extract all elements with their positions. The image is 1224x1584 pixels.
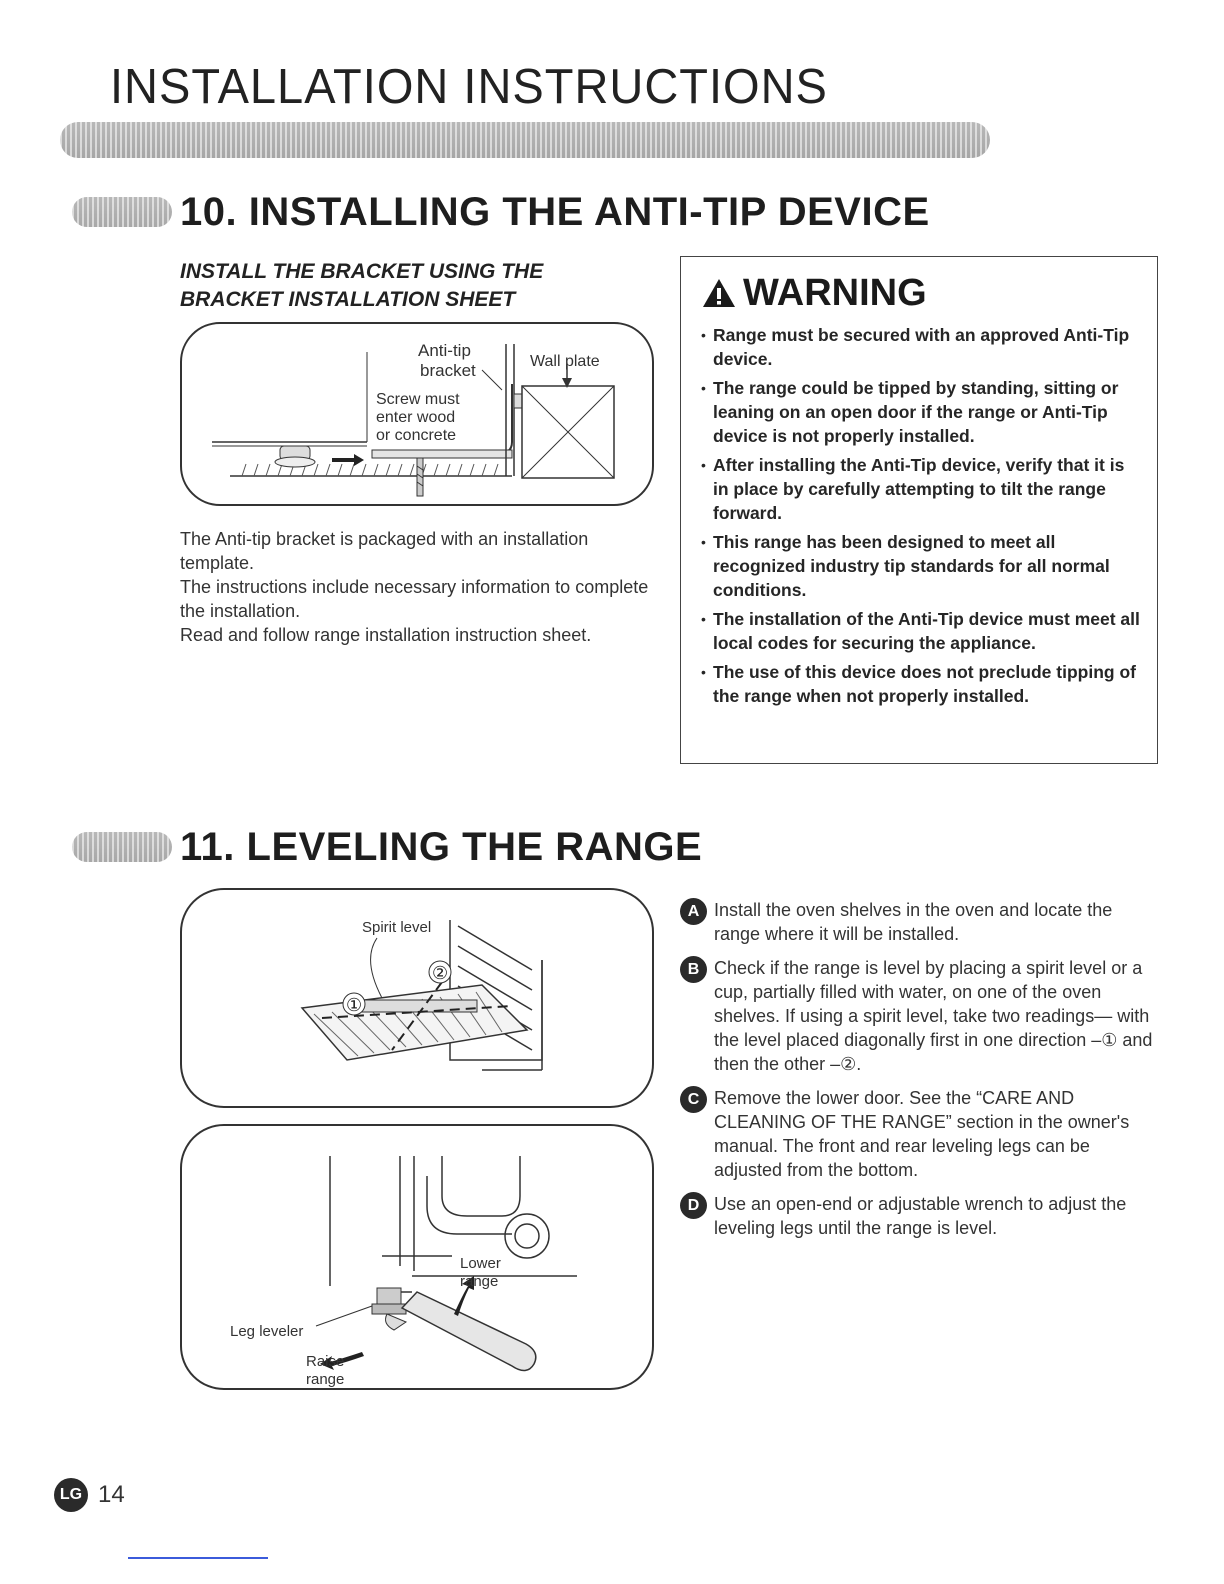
section-10-subheading: INSTALL THE BRACKET USING THE BRACKET INSTALLATION SHEET xyxy=(180,260,544,311)
label-anti-tip-2: bracket xyxy=(420,361,476,380)
label-wall-plate: Wall plate xyxy=(530,353,600,370)
page-number: 14 xyxy=(98,1481,125,1508)
anti-tip-illustration xyxy=(182,324,656,508)
page-footer xyxy=(54,1478,125,1512)
warning-item: • After installing the Anti-Tip device, verify that it is in place by carefully attempting to tilt the range forward. xyxy=(701,453,1141,525)
paragraph: The Anti-tip bracket is packaged with an installation template. xyxy=(180,529,589,573)
label-leg-leveler: Leg leveler xyxy=(230,1323,304,1340)
step-marker-d: D xyxy=(680,1192,707,1219)
warning-item: • The range could be tipped by standing, sitting or leaning on an open door if the range or Anti-Tip device is not properly installed. xyxy=(701,376,1141,448)
warning-item: • Range must be secured with an approved Anti-Tip device. xyxy=(701,323,1141,371)
step-text: Use an open-end or adjustable wrench to adjust the leveling legs until the range is level. xyxy=(714,1194,1127,1238)
warning-triangle-icon xyxy=(701,277,737,309)
leg-leveler-illustration xyxy=(182,1126,656,1392)
label-lower-2: range xyxy=(460,1273,499,1290)
step-marker-c: C xyxy=(680,1086,707,1113)
lg-logo-icon: LG xyxy=(54,1478,88,1512)
label-lower-1: Lower xyxy=(460,1255,501,1272)
paragraph: The instructions include necessary information to complete the installation. xyxy=(180,577,649,621)
warning-box xyxy=(680,256,1158,764)
step-text: Check if the range is level by placing a spirit level or a cup, partially filled with water, on one of the oven shelves. If using a spirit level, take two readings— with the level placed diagonally first in one direction –① and then the other –②. xyxy=(714,958,1153,1074)
warning-list xyxy=(701,323,1141,708)
step-text: Remove the lower door. See the “CARE AND CLEANING OF THE RANGE” section in the owner's manual. The front and rear leveling legs can be adjusted from the bottom. xyxy=(714,1088,1130,1180)
warning-item: • This range has been designed to meet all recognized industry tip standards for all normal conditions. xyxy=(701,530,1141,602)
step-marker-b: B xyxy=(680,956,707,983)
warning-title: WARNING xyxy=(743,271,927,314)
label-screw-2: enter wood xyxy=(376,409,456,426)
section-11-pill xyxy=(72,832,172,862)
label-raise-1: Raise xyxy=(306,1353,345,1370)
section-11-title: 11. LEVELING THE RANGE xyxy=(180,825,703,869)
label-screw-3: or concrete xyxy=(376,427,457,444)
paragraph: Read and follow range installation instruction sheet. xyxy=(180,625,592,645)
section-10-title: 10. INSTALLING THE ANTI-TIP DEVICE xyxy=(180,190,930,234)
step-marker-a: A xyxy=(680,898,707,925)
bottom-rule xyxy=(128,1557,268,1559)
step-c xyxy=(680,1086,1160,1182)
label-screw-1: Screw must xyxy=(376,391,460,408)
page-title: INSTALLATION INSTRUCTIONS xyxy=(110,57,828,114)
label-spirit-level: Spirit level xyxy=(362,919,432,936)
leveling-steps xyxy=(680,898,1160,1250)
marker-2: ② xyxy=(432,963,449,984)
step-text: Install the oven shelves in the oven and locate the range where it will be installed. xyxy=(714,900,1113,944)
step-a xyxy=(680,898,1160,946)
section-10-pill xyxy=(72,197,172,227)
anti-tip-figure xyxy=(180,322,654,506)
section-10-body xyxy=(180,527,650,647)
leg-leveler-figure xyxy=(180,1124,654,1390)
spirit-level-figure xyxy=(180,888,654,1108)
label-raise-2: range xyxy=(306,1371,345,1388)
warning-item: • The installation of the Anti-Tip device must meet all local codes for securing the appliance. xyxy=(701,607,1141,655)
label-anti-tip-1: Anti-tip xyxy=(418,341,471,360)
warning-header xyxy=(701,269,1141,317)
warning-item: • The use of this device does not preclude tipping of the range when not properly installed. xyxy=(701,660,1141,708)
marker-1: ① xyxy=(346,995,363,1016)
step-b xyxy=(680,956,1160,1076)
header-decorative-bar xyxy=(60,122,990,158)
spirit-level-illustration xyxy=(182,890,656,1110)
step-d xyxy=(680,1192,1160,1240)
